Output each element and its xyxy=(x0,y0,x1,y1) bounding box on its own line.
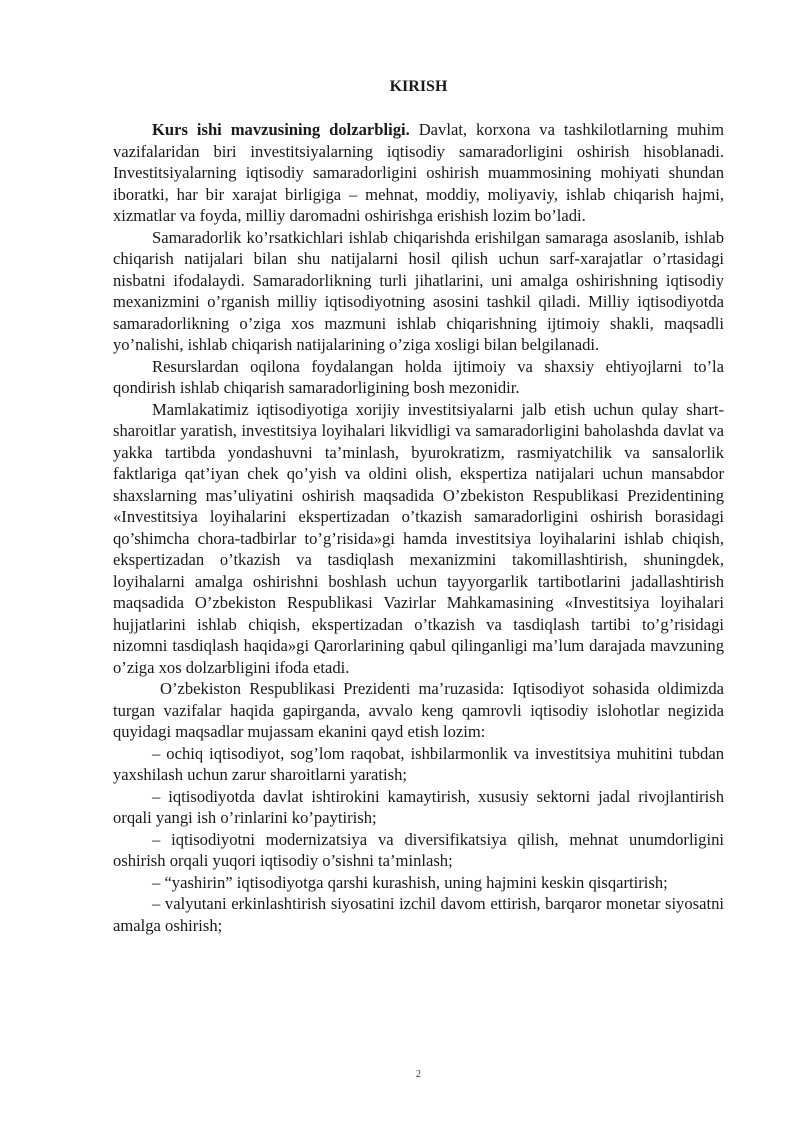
paragraph-lead: Kurs ishi mavzusining dolzarbligi. xyxy=(152,120,410,139)
list-item-modernization xyxy=(113,829,724,872)
paragraph-president-speech xyxy=(113,678,724,743)
paragraph-text: – valyutani erkinlashtirish siyosatini izchil davom ettirish, barqaror monetar siyosatni amalga oshirish; xyxy=(113,894,724,935)
paragraph-text: – “yashirin” iqtisodiyotga qarshi kurashish, uning hajmini keskin qisqartirish; xyxy=(152,872,668,892)
paragraph-foreign-investment xyxy=(113,399,724,679)
paragraph-text: Samaradorlik ko’rsatkichlari ishlab chiqarishda erishilgan samaraga asoslanib, ishlab chiqarish natijalari bilan shu natijalarni hosil qilish uchun sarf-xarajatlar o’rtasidagi nisbatni ifodalaydi. Samaradorlikning turli jihatlarini, uni amalga oshirishning iqtisodiy mexanizmini o’rganish milliy iqtisodiyotning asosini tashkil qiladi. Milliy iqtisodiyotda samaradorlikning o’ziga xos mazmuni ishlab chiqarishning ijtimoiy shakli, maqsadli yo’nalishi, ishlab chiqarish natijalarining o’ziga xosligi bilan belgilanadi. xyxy=(113,227,724,354)
page-number: 2 xyxy=(416,1069,421,1080)
paragraph-text: – iqtisodiyotni modernizatsiya va diversifikatsiya qilish, mehnat unumdorligini oshirish orqali yuqori iqtisodiy o’sishni ta’minlash; xyxy=(113,829,724,870)
document-page xyxy=(113,0,724,1131)
document-body xyxy=(113,119,724,936)
paragraph-resources xyxy=(113,356,724,399)
list-item-open-economy xyxy=(113,743,724,786)
page-title: KIRISH xyxy=(389,78,448,95)
paragraph-text: Davlat, korxona va tashkilotlarning muhim vazifalaridan biri investitsiyalarning iqtisodiy samaradorligini oshirish hisoblanadi. Investitsiyalarning iqtisodiy samaradorligini oshirish muammosining mohiyati shundan iboratki, har bir xarajat birligiga – mehnat, moddiy, moliyaviy, ishlab chiqarish hajmi, xizmatlar va foyda, milliy daromadni oshirishga erishish lozim bo’ladi. xyxy=(113,120,724,225)
paragraph-efficiency-indicators xyxy=(113,227,724,356)
paragraph-text: Resurslardan oqilona foydalangan holda ijtimoiy va shaxsiy ehtiyojlarni to’la qondirish ishlab chiqarish samaradorligining bosh mezonidir. xyxy=(113,356,724,397)
list-item-shadow-economy xyxy=(113,872,724,894)
paragraph-text: O’zbekiston Respublikasi Prezidenti ma’ruzasida: Iqtisodiyot sohasida oldimizda turgan vazifalar haqida gapirganda, avvalo keng qamrovli iqtisodiy islohotlar negizida quyidagi maqsadlar mujassam ekanini qayd etish lozim: xyxy=(113,679,724,741)
paragraph-relevance xyxy=(113,119,724,227)
paragraph-text: – iqtisodiyotda davlat ishtirokini kamaytirish, xususiy sektorni jadal rivojlantirish orqali yangi ish o’rinlarini ko’paytirish; xyxy=(113,786,724,827)
list-item-state-participation xyxy=(113,786,724,829)
paragraph-text: – ochiq iqtisodiyot, sog’lom raqobat, ishbilarmonlik va investitsiya muhitini tubdan yaxshilash uchun zarur sharoitlarni yaratish; xyxy=(113,743,724,784)
paragraph-text: Mamlakatimiz iqtisodiyotiga xorijiy investitsiyalarni jalb etish uchun qulay shart-sharoitlar yaratish, investitsiya loyihalari likvidligi va samaradorligini baholashda davlat va yakka tartibda yondashuvni ta’minlash, byurokratizm, rasmiyatchilik va sansalorlik faktlariga qat’iyan chek qo’yish va oldini olish, ekspertiza natijalari uchun mansabdor shaxslarning mas’uliyatini oshirish maqsadida O’zbekiston Respublikasi Prezidentining «Investitsiya loyihalarini ekspertizadan o’tkazish samaradorligini oshirish borasidagi qo’shimcha chora-tadbirlar to’g’risida»gi hamda investitsiya loyihalarini ishlab chiqish, ekspertizadan o’tkazish va tasdiqlash mexanizmini takomillashtirish, shuningdek, loyihalarni amalga oshirishni boshlash uchun tayyorgarlik tartibotlarini jadallashtirish maqsadida O’zbekiston Respublikasi Vazirlar Mahkamasining «Investitsiya loyihalari hujjatlarini ishlab chiqish, ekspertizadan o’tkazish va tasdiqlash tartibi to’g’risidagi nizomni tasdiqlash haqida»gi Qarorlarining qabul qilinganligi ma’lum darajada mavzuning o’ziga xos dolzarbligini ifoda etadi. xyxy=(113,399,724,677)
list-item-currency-policy xyxy=(113,893,724,936)
